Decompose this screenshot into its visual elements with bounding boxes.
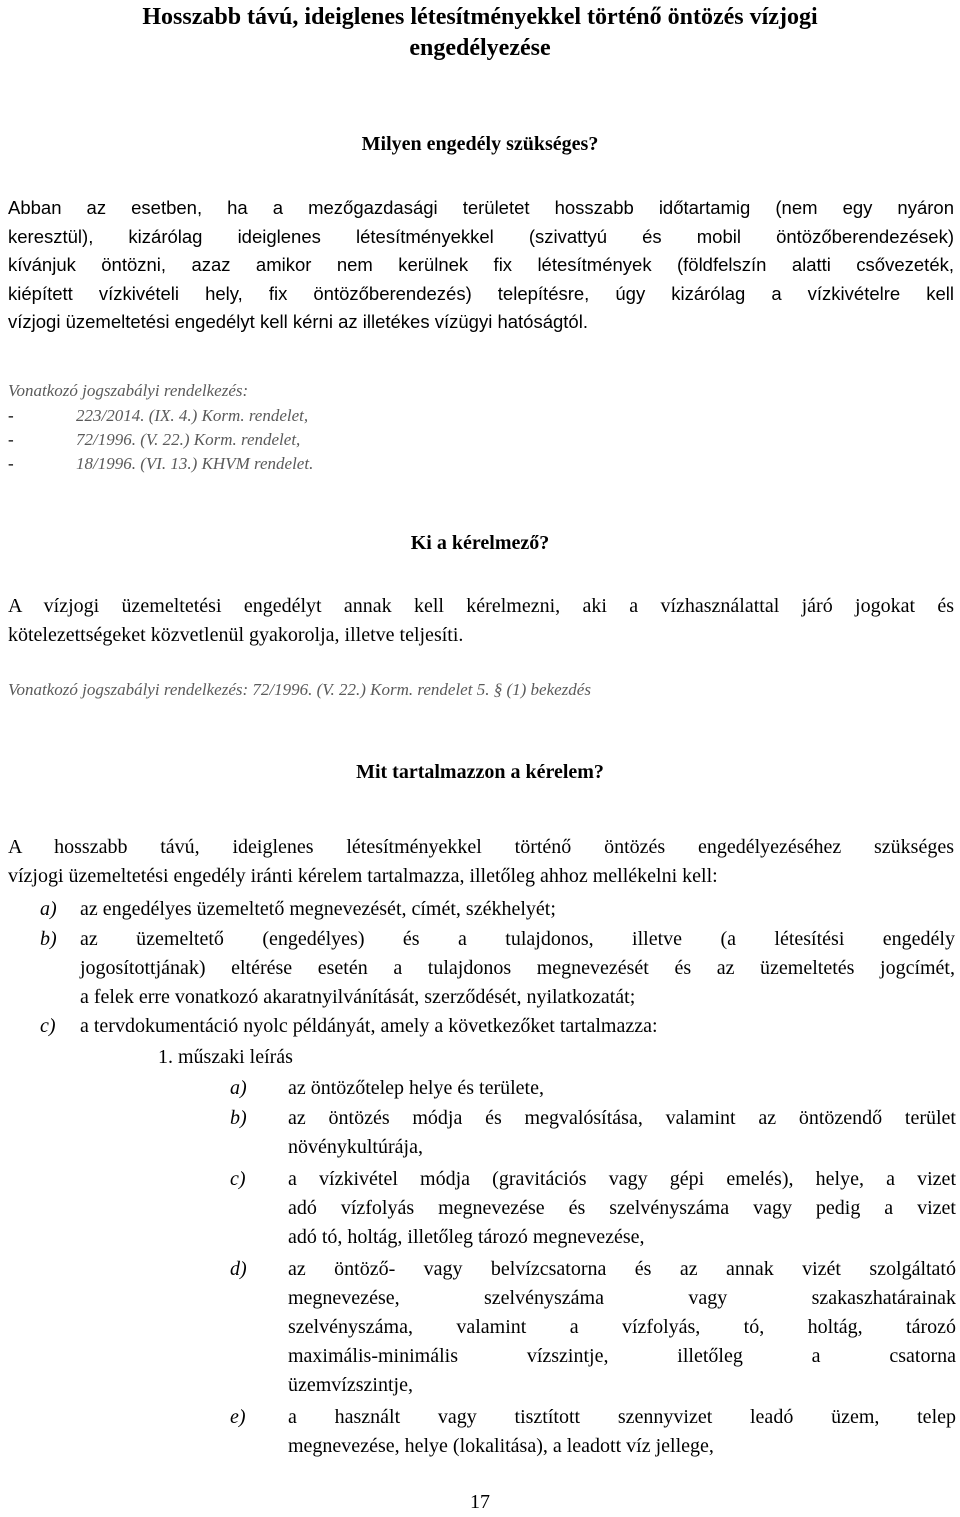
sub-list-item-text: adó vízfolyás megnevezése és szelvényszáma vagy pedig a vizet xyxy=(288,1197,956,1219)
sub-list-item-text: a vízkivétel módja (gravitációs vagy gépi emelés), helye, a vizet xyxy=(288,1168,956,1190)
text-line: A vízjogi üzemeltetési engedélyt annak kell kérelmezni, aki a vízhasználattal járó jogokat és xyxy=(8,595,954,617)
text-line: kiépített vízkivételi hely, fix öntözőberendezés) telepítésre, úgy kizárólag a vízkivételre kell xyxy=(8,282,954,304)
subsection-heading: 1. műszaki leírás xyxy=(158,1046,293,1068)
section-paragraph xyxy=(8,833,954,891)
sub-list-item xyxy=(230,1074,956,1103)
sub-list-item-text: üzemvízszintje, xyxy=(288,1374,413,1396)
text-line: Abban az esetben, ha a mezőgazdasági területet hosszabb időtartamig (nem egy nyáron xyxy=(8,197,954,218)
page-title xyxy=(0,2,960,64)
text-line: kötelezettségeket közvetlenül gyakorolja, illetve teljesíti. xyxy=(8,624,464,646)
sub-list-item-label: d) xyxy=(230,1258,247,1280)
list-item-text: a tervdokumentáció nyolc példányát, amely a következőket tartalmazza: xyxy=(80,1015,658,1037)
sub-list-item-text: a használt vagy tisztított szennyvizet leadó üzem, telep xyxy=(288,1406,956,1428)
legal-reference-item: - 72/1996. (V. 22.) Korm. rendelet, xyxy=(8,430,301,449)
legal-reference-item: - 18/1996. (VI. 13.) KHVM rendelet. xyxy=(8,454,314,473)
list-item-text: jogosítottjának) eltérése esetén a tulajdonos megnevezését és az üzemeltetés jogcímét, xyxy=(80,957,955,979)
sub-list-item-label: a) xyxy=(230,1077,247,1099)
list-item xyxy=(40,925,955,1012)
sub-list-item-text: adó tó, holtág, illetőleg tározó megnevezése, xyxy=(288,1226,645,1248)
list-item xyxy=(40,1012,955,1041)
title-line: engedélyezése xyxy=(409,35,551,61)
sub-list-item-text: növénykultúrája, xyxy=(288,1136,423,1158)
text-line: kívánjuk öntözni, azaz amikor nem kerülnek fix létesítmények (földfelszín alatti csővezeték, xyxy=(8,254,954,275)
list-item-text: a felek erre vonatkozó akaratnyilvánítását, szerződését, nyilatkozatát; xyxy=(80,986,636,1008)
legal-reference: Vonatkozó jogszabályi rendelkezés: 72/1996. (V. 22.) Korm. rendelet 5. § (1) bekezdés xyxy=(8,680,591,699)
sub-list-item-text: az öntözés módja és megvalósítása, valamint az öntözendő terület xyxy=(288,1107,956,1129)
section-heading-permit: Milyen engedély szükséges? xyxy=(361,133,599,155)
sub-list-item-label: c) xyxy=(230,1168,246,1190)
sub-list-item-text: az öntöző- vagy belvízcsatorna és az annak vizét szolgáltató xyxy=(288,1258,956,1280)
text-line: vízjogi üzemeltetési engedély iránti kérelem tartalmazza, illetőleg ahhoz mellékelni kell: xyxy=(8,865,718,887)
sub-list-item-label: b) xyxy=(230,1107,247,1129)
section-paragraph xyxy=(8,194,954,337)
text-line: keresztül), kizárólag ideiglenes létesítményekkel (szivattyú és mobil öntözőberendezések) xyxy=(8,225,954,247)
list-item-label: c) xyxy=(40,1015,56,1037)
text-line: A hosszabb távú, ideiglenes létesítményekkel történő öntözés engedélyezéséhez szükséges xyxy=(8,836,954,858)
legal-reference-label: Vonatkozó jogszabályi rendelkezés: xyxy=(8,381,249,400)
sub-list-item-label: e) xyxy=(230,1406,246,1428)
sub-list-item-text: megnevezése, szelvényszáma vagy szakaszhatárainak xyxy=(288,1287,956,1309)
section-heading-contents: Mit tartalmazzon a kérelem? xyxy=(356,761,604,783)
sub-list-item xyxy=(230,1165,956,1252)
text-line: vízjogi üzemeltetési engedélyt kell kérni az illetékes vízügyi hatóságtól. xyxy=(8,311,588,332)
page-number: 17 xyxy=(470,1491,490,1513)
sub-list-item xyxy=(230,1104,956,1162)
list-item-text: az engedélyes üzemeltető megnevezését, címét, székhelyét; xyxy=(80,898,556,920)
title-line: Hosszabb távú, ideiglenes létesítményekkel történő öntözés vízjogi xyxy=(142,4,818,30)
sub-list-item xyxy=(230,1403,956,1461)
list-item-label: a) xyxy=(40,898,57,920)
list-item-text: az üzemeltető (engedélyes) és a tulajdonos, illetve (a létesítési engedély xyxy=(80,928,955,950)
list-item xyxy=(40,895,955,924)
section-paragraph xyxy=(8,592,954,650)
sub-list-item xyxy=(230,1255,956,1400)
sub-list-item-text: megnevezése, helye (lokalitása), a leadott víz jellege, xyxy=(288,1435,714,1457)
sub-list-item-text: szelvényszáma, valamint a vízfolyás, tó, holtág, tározó xyxy=(288,1316,956,1338)
sub-list-item-text: az öntözőtelep helye és területe, xyxy=(288,1077,544,1099)
list-item-label: b) xyxy=(40,928,57,950)
section-heading-applicant: Ki a kérelmező? xyxy=(410,532,550,554)
legal-reference-item: - 223/2014. (IX. 4.) Korm. rendelet, xyxy=(8,406,309,425)
sub-list-item-text: maximális-minimális vízszintje, illetőleg a csatorna xyxy=(288,1345,956,1367)
